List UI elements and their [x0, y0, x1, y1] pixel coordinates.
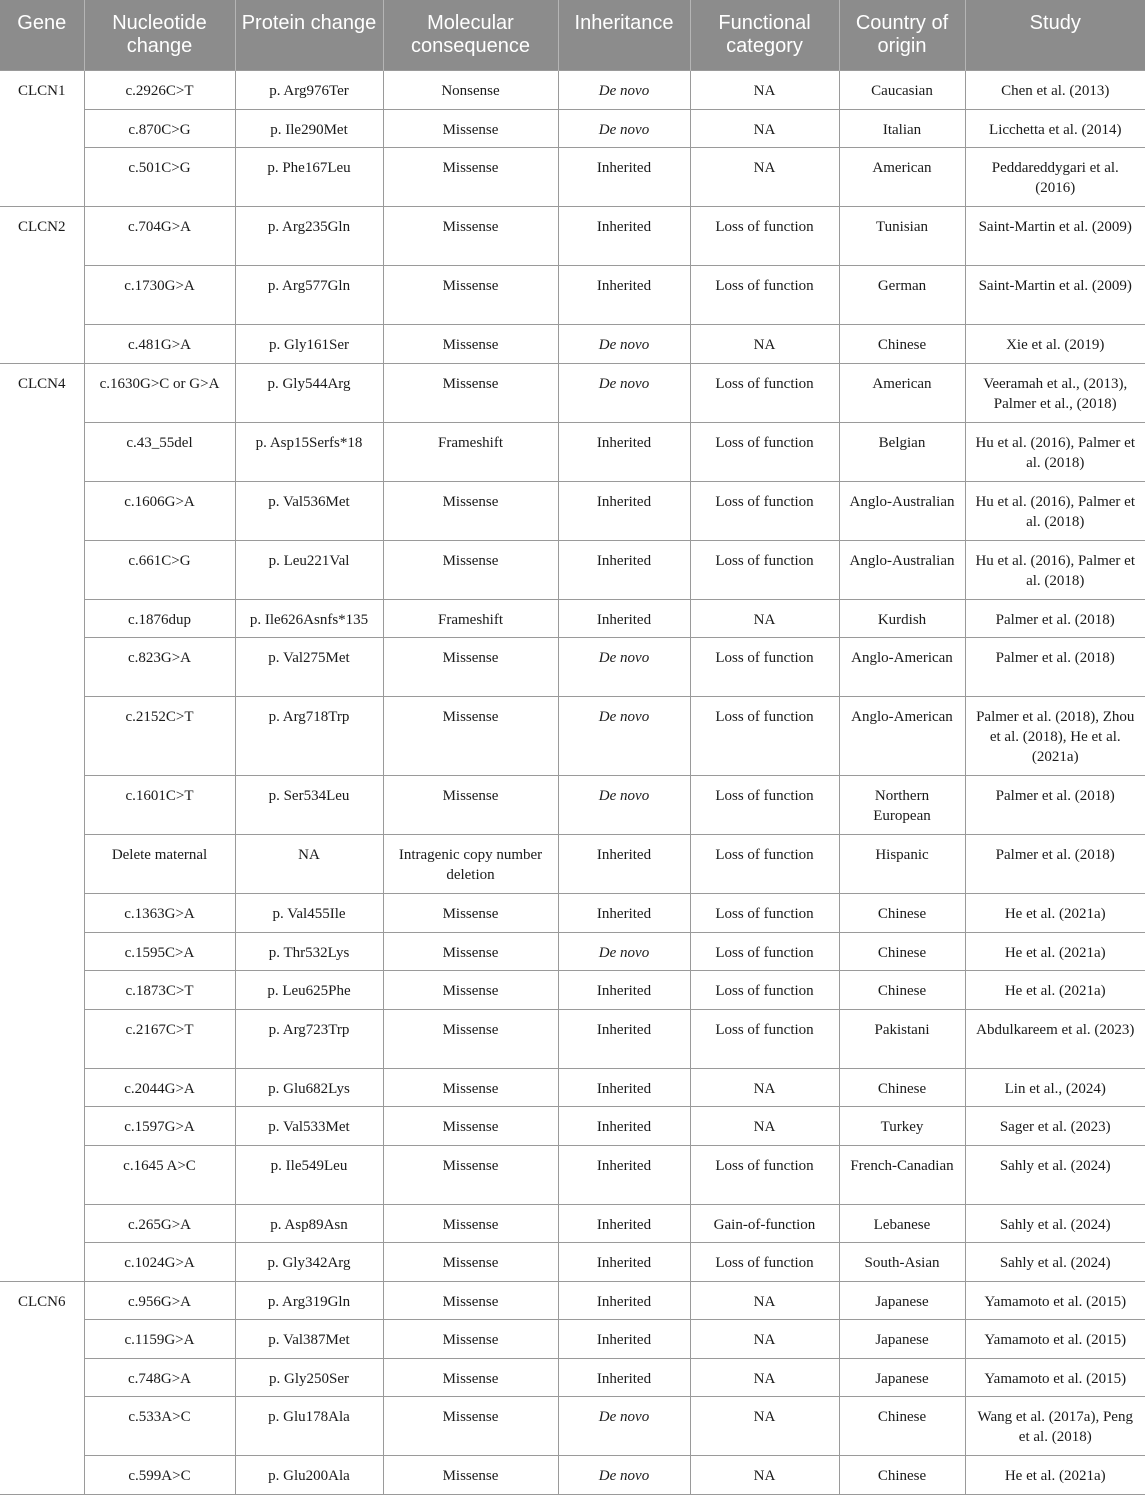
country-cell: Caucasian	[839, 71, 965, 110]
protein-change-cell: p. Arg718Trp	[235, 697, 383, 776]
nucleotide-change-cell: c.823G>A	[84, 638, 235, 697]
study-cell: Lin et al., (2024)	[965, 1068, 1145, 1107]
functional-category-cell: Loss of function	[690, 638, 839, 697]
functional-category-cell: NA	[690, 325, 839, 364]
table-row	[0, 971, 1145, 1010]
molecular-consequence-cell: Missense	[383, 894, 558, 933]
functional-category-cell: Loss of function	[690, 363, 839, 422]
study-cell: Licchetta et al. (2014)	[965, 109, 1145, 148]
country-cell: Japanese	[839, 1320, 965, 1359]
study-cell: Chen et al. (2013)	[965, 71, 1145, 110]
study-cell: Palmer et al. (2018)	[965, 776, 1145, 835]
study-cell: He et al. (2021a)	[965, 932, 1145, 971]
gene-cell: CLCN1	[0, 71, 84, 207]
table-row	[0, 1320, 1145, 1359]
inheritance-cell: Inherited	[558, 599, 690, 638]
country-cell: South-Asian	[839, 1243, 965, 1282]
nucleotide-change-cell: Delete maternal	[84, 835, 235, 894]
inheritance-cell: De novo	[558, 932, 690, 971]
protein-change-cell: p. Gly544Arg	[235, 363, 383, 422]
country-cell: Chinese	[839, 1068, 965, 1107]
header-gene: Gene	[0, 0, 84, 71]
study-cell: Abdulkareem et al. (2023)	[965, 1009, 1145, 1068]
protein-change-cell: p. Arg577Gln	[235, 266, 383, 325]
table-row	[0, 422, 1145, 481]
gene-cell: CLCN2	[0, 207, 84, 364]
nucleotide-change-cell: c.265G>A	[84, 1204, 235, 1243]
functional-category-cell: NA	[690, 1397, 839, 1456]
molecular-consequence-cell: Missense	[383, 1397, 558, 1456]
study-cell: Palmer et al. (2018)	[965, 638, 1145, 697]
table-row	[0, 1456, 1145, 1495]
inheritance-cell: Inherited	[558, 1145, 690, 1204]
functional-category-cell: Loss of function	[690, 776, 839, 835]
protein-change-cell: p. Phe167Leu	[235, 148, 383, 207]
nucleotide-change-cell: c.1873C>T	[84, 971, 235, 1010]
table-row	[0, 1243, 1145, 1282]
protein-change-cell: p. Ile290Met	[235, 109, 383, 148]
study-cell: Yamamoto et al. (2015)	[965, 1281, 1145, 1320]
nucleotide-change-cell: c.1601C>T	[84, 776, 235, 835]
nucleotide-change-cell: c.599A>C	[84, 1456, 235, 1495]
table-row	[0, 1068, 1145, 1107]
header-functional-category: Functional category	[690, 0, 839, 71]
inheritance-cell: Inherited	[558, 1107, 690, 1146]
protein-change-cell: p. Val275Met	[235, 638, 383, 697]
table-row	[0, 638, 1145, 697]
header-row	[0, 0, 1145, 71]
nucleotide-change-cell: c.1645 A>C	[84, 1145, 235, 1204]
gene-cell: CLCN6	[0, 1281, 84, 1494]
protein-change-cell: p. Gly250Ser	[235, 1358, 383, 1397]
table-row	[0, 599, 1145, 638]
molecular-consequence-cell: Missense	[383, 1204, 558, 1243]
functional-category-cell: Gain-of-function	[690, 1204, 839, 1243]
table-row	[0, 1281, 1145, 1320]
study-cell: Palmer et al. (2018)	[965, 599, 1145, 638]
country-cell: Chinese	[839, 325, 965, 364]
functional-category-cell: NA	[690, 109, 839, 148]
study-cell: Hu et al. (2016), Palmer et al. (2018)	[965, 422, 1145, 481]
molecular-consequence-cell: Nonsense	[383, 71, 558, 110]
molecular-consequence-cell: Missense	[383, 540, 558, 599]
header-study: Study	[965, 0, 1145, 71]
inheritance-cell: Inherited	[558, 1281, 690, 1320]
inheritance-cell: Inherited	[558, 481, 690, 540]
table-row	[0, 207, 1145, 266]
protein-change-cell: p. Val533Met	[235, 1107, 383, 1146]
inheritance-cell: Inherited	[558, 1358, 690, 1397]
country-cell: German	[839, 266, 965, 325]
country-cell: Kurdish	[839, 599, 965, 638]
protein-change-cell: p. Glu178Ala	[235, 1397, 383, 1456]
table-row	[0, 1204, 1145, 1243]
country-cell: Lebanese	[839, 1204, 965, 1243]
nucleotide-change-cell: c.1606G>A	[84, 481, 235, 540]
table-row	[0, 776, 1145, 835]
inheritance-cell: Inherited	[558, 422, 690, 481]
protein-change-cell: p. Glu682Lys	[235, 1068, 383, 1107]
nucleotide-change-cell: c.43_55del	[84, 422, 235, 481]
header-molecular-consequence: Molecular consequence	[383, 0, 558, 71]
functional-category-cell: NA	[690, 148, 839, 207]
protein-change-cell: p. Leu625Phe	[235, 971, 383, 1010]
gene-cell: CLCN4	[0, 363, 84, 1281]
inheritance-cell: De novo	[558, 1397, 690, 1456]
protein-change-cell: p. Gly161Ser	[235, 325, 383, 364]
study-cell: Saint-Martin et al. (2009)	[965, 266, 1145, 325]
molecular-consequence-cell: Intragenic copy number deletion	[383, 835, 558, 894]
country-cell: Tunisian	[839, 207, 965, 266]
study-cell: Saint-Martin et al. (2009)	[965, 207, 1145, 266]
molecular-consequence-cell: Missense	[383, 1145, 558, 1204]
country-cell: Turkey	[839, 1107, 965, 1146]
protein-change-cell: p. Arg723Trp	[235, 1009, 383, 1068]
study-cell: Veeramah et al., (2013), Palmer et al., (2018)	[965, 363, 1145, 422]
functional-category-cell: NA	[690, 1358, 839, 1397]
inheritance-cell: Inherited	[558, 266, 690, 325]
study-cell: Palmer et al. (2018), Zhou et al. (2018), He et al. (2021a)	[965, 697, 1145, 776]
header-inheritance: Inheritance	[558, 0, 690, 71]
study-cell: Sager et al. (2023)	[965, 1107, 1145, 1146]
nucleotide-change-cell: c.1730G>A	[84, 266, 235, 325]
molecular-consequence-cell: Missense	[383, 638, 558, 697]
table-row	[0, 835, 1145, 894]
country-cell: Belgian	[839, 422, 965, 481]
table-row	[0, 71, 1145, 110]
nucleotide-change-cell: c.1597G>A	[84, 1107, 235, 1146]
protein-change-cell: p. Gly342Arg	[235, 1243, 383, 1282]
nucleotide-change-cell: c.1595C>A	[84, 932, 235, 971]
functional-category-cell: Loss of function	[690, 540, 839, 599]
country-cell: Chinese	[839, 971, 965, 1010]
header-country-of-origin: Country of origin	[839, 0, 965, 71]
inheritance-cell: Inherited	[558, 1204, 690, 1243]
inheritance-cell: Inherited	[558, 1320, 690, 1359]
molecular-consequence-cell: Missense	[383, 1009, 558, 1068]
country-cell: Pakistani	[839, 1009, 965, 1068]
molecular-consequence-cell: Missense	[383, 363, 558, 422]
inheritance-cell: De novo	[558, 325, 690, 364]
functional-category-cell: Loss of function	[690, 422, 839, 481]
study-cell: Wang et al. (2017a), Peng et al. (2018)	[965, 1397, 1145, 1456]
molecular-consequence-cell: Missense	[383, 481, 558, 540]
table-row	[0, 109, 1145, 148]
inheritance-cell: Inherited	[558, 148, 690, 207]
nucleotide-change-cell: c.481G>A	[84, 325, 235, 364]
study-cell: Yamamoto et al. (2015)	[965, 1320, 1145, 1359]
functional-category-cell: NA	[690, 1456, 839, 1495]
molecular-consequence-cell: Frameshift	[383, 422, 558, 481]
molecular-consequence-cell: Missense	[383, 1107, 558, 1146]
study-cell: He et al. (2021a)	[965, 971, 1145, 1010]
inheritance-cell: De novo	[558, 109, 690, 148]
functional-category-cell: Loss of function	[690, 266, 839, 325]
nucleotide-change-cell: c.1876dup	[84, 599, 235, 638]
inheritance-cell: Inherited	[558, 1068, 690, 1107]
protein-change-cell: p. Arg235Gln	[235, 207, 383, 266]
functional-category-cell: Loss of function	[690, 1009, 839, 1068]
inheritance-cell: Inherited	[558, 540, 690, 599]
nucleotide-change-cell: c.956G>A	[84, 1281, 235, 1320]
inheritance-cell: De novo	[558, 638, 690, 697]
functional-category-cell: NA	[690, 1107, 839, 1146]
study-cell: Hu et al. (2016), Palmer et al. (2018)	[965, 481, 1145, 540]
inheritance-cell: Inherited	[558, 835, 690, 894]
inheritance-cell: De novo	[558, 776, 690, 835]
functional-category-cell: Loss of function	[690, 894, 839, 933]
country-cell: Chinese	[839, 932, 965, 971]
molecular-consequence-cell: Missense	[383, 266, 558, 325]
study-cell: He et al. (2021a)	[965, 894, 1145, 933]
nucleotide-change-cell: c.533A>C	[84, 1397, 235, 1456]
molecular-consequence-cell: Missense	[383, 1358, 558, 1397]
inheritance-cell: De novo	[558, 71, 690, 110]
inheritance-cell: Inherited	[558, 971, 690, 1010]
nucleotide-change-cell: c.870C>G	[84, 109, 235, 148]
protein-change-cell: p. Asp89Asn	[235, 1204, 383, 1243]
nucleotide-change-cell: c.501C>G	[84, 148, 235, 207]
country-cell: Anglo-Australian	[839, 540, 965, 599]
study-cell: Xie et al. (2019)	[965, 325, 1145, 364]
functional-category-cell: Loss of function	[690, 207, 839, 266]
study-cell: Sahly et al. (2024)	[965, 1204, 1145, 1243]
study-cell: Peddareddygari et al. (2016)	[965, 148, 1145, 207]
molecular-consequence-cell: Missense	[383, 1456, 558, 1495]
study-cell: Yamamoto et al. (2015)	[965, 1358, 1145, 1397]
table-row	[0, 266, 1145, 325]
functional-category-cell: Loss of function	[690, 481, 839, 540]
molecular-consequence-cell: Missense	[383, 1243, 558, 1282]
table-row	[0, 1107, 1145, 1146]
molecular-consequence-cell: Frameshift	[383, 599, 558, 638]
protein-change-cell: p. Val387Met	[235, 1320, 383, 1359]
nucleotide-change-cell: c.1159G>A	[84, 1320, 235, 1359]
table-row	[0, 325, 1145, 364]
functional-category-cell: NA	[690, 1068, 839, 1107]
nucleotide-change-cell: c.1363G>A	[84, 894, 235, 933]
table-row	[0, 148, 1145, 207]
protein-change-cell: p. Ile626Asnfs*135	[235, 599, 383, 638]
country-cell: French-Canadian	[839, 1145, 965, 1204]
functional-category-cell: NA	[690, 1320, 839, 1359]
functional-category-cell: Loss of function	[690, 971, 839, 1010]
table-row	[0, 932, 1145, 971]
protein-change-cell: p. Asp15Serfs*18	[235, 422, 383, 481]
country-cell: Japanese	[839, 1281, 965, 1320]
nucleotide-change-cell: c.748G>A	[84, 1358, 235, 1397]
table-row	[0, 540, 1145, 599]
study-cell: Sahly et al. (2024)	[965, 1243, 1145, 1282]
molecular-consequence-cell: Missense	[383, 207, 558, 266]
inheritance-cell: De novo	[558, 1456, 690, 1495]
inheritance-cell: Inherited	[558, 1009, 690, 1068]
nucleotide-change-cell: c.2152C>T	[84, 697, 235, 776]
nucleotide-change-cell: c.2167C>T	[84, 1009, 235, 1068]
inheritance-cell: Inherited	[558, 1243, 690, 1282]
protein-change-cell: p. Val455Ile	[235, 894, 383, 933]
protein-change-cell: p. Arg319Gln	[235, 1281, 383, 1320]
country-cell: Japanese	[839, 1358, 965, 1397]
molecular-consequence-cell: Missense	[383, 932, 558, 971]
inheritance-cell: De novo	[558, 697, 690, 776]
nucleotide-change-cell: c.1024G>A	[84, 1243, 235, 1282]
nucleotide-change-cell: c.704G>A	[84, 207, 235, 266]
functional-category-cell: NA	[690, 1281, 839, 1320]
functional-category-cell: Loss of function	[690, 1243, 839, 1282]
functional-category-cell: Loss of function	[690, 932, 839, 971]
country-cell: Anglo-Australian	[839, 481, 965, 540]
molecular-consequence-cell: Missense	[383, 971, 558, 1010]
molecular-consequence-cell: Missense	[383, 1068, 558, 1107]
country-cell: American	[839, 148, 965, 207]
table-row	[0, 1358, 1145, 1397]
study-cell: He et al. (2021a)	[965, 1456, 1145, 1495]
protein-change-cell: p. Glu200Ala	[235, 1456, 383, 1495]
country-cell: Chinese	[839, 1456, 965, 1495]
country-cell: Anglo-American	[839, 697, 965, 776]
study-cell: Hu et al. (2016), Palmer et al. (2018)	[965, 540, 1145, 599]
molecular-consequence-cell: Missense	[383, 697, 558, 776]
protein-change-cell: p. Ile549Leu	[235, 1145, 383, 1204]
functional-category-cell: NA	[690, 599, 839, 638]
country-cell: Hispanic	[839, 835, 965, 894]
molecular-consequence-cell: Missense	[383, 776, 558, 835]
inheritance-cell: Inherited	[558, 894, 690, 933]
protein-change-cell: NA	[235, 835, 383, 894]
header-nucleotide-change: Nucleotide change	[84, 0, 235, 71]
protein-change-cell: p. Ser534Leu	[235, 776, 383, 835]
molecular-consequence-cell: Missense	[383, 1320, 558, 1359]
protein-change-cell: p. Val536Met	[235, 481, 383, 540]
country-cell: American	[839, 363, 965, 422]
nucleotide-change-cell: c.2926C>T	[84, 71, 235, 110]
study-cell: Palmer et al. (2018)	[965, 835, 1145, 894]
molecular-consequence-cell: Missense	[383, 325, 558, 364]
protein-change-cell: p. Leu221Val	[235, 540, 383, 599]
protein-change-cell: p. Arg976Ter	[235, 71, 383, 110]
molecular-consequence-cell: Missense	[383, 148, 558, 207]
country-cell: Italian	[839, 109, 965, 148]
table-row	[0, 1145, 1145, 1204]
nucleotide-change-cell: c.661C>G	[84, 540, 235, 599]
header-protein-change: Protein change	[235, 0, 383, 71]
protein-change-cell: p. Thr532Lys	[235, 932, 383, 971]
country-cell: Chinese	[839, 894, 965, 933]
table-row	[0, 363, 1145, 422]
country-cell: Anglo-American	[839, 638, 965, 697]
table-row	[0, 481, 1145, 540]
table-row	[0, 1397, 1145, 1456]
functional-category-cell: Loss of function	[690, 835, 839, 894]
table-row	[0, 894, 1145, 933]
study-cell: Sahly et al. (2024)	[965, 1145, 1145, 1204]
nucleotide-change-cell: c.2044G>A	[84, 1068, 235, 1107]
molecular-consequence-cell: Missense	[383, 109, 558, 148]
molecular-consequence-cell: Missense	[383, 1281, 558, 1320]
inheritance-cell: De novo	[558, 363, 690, 422]
functional-category-cell: Loss of function	[690, 1145, 839, 1204]
functional-category-cell: Loss of function	[690, 697, 839, 776]
table-row	[0, 1009, 1145, 1068]
country-cell: Northern European	[839, 776, 965, 835]
country-cell: Chinese	[839, 1397, 965, 1456]
inheritance-cell: Inherited	[558, 207, 690, 266]
functional-category-cell: NA	[690, 71, 839, 110]
table-row	[0, 697, 1145, 776]
nucleotide-change-cell: c.1630G>C or G>A	[84, 363, 235, 422]
